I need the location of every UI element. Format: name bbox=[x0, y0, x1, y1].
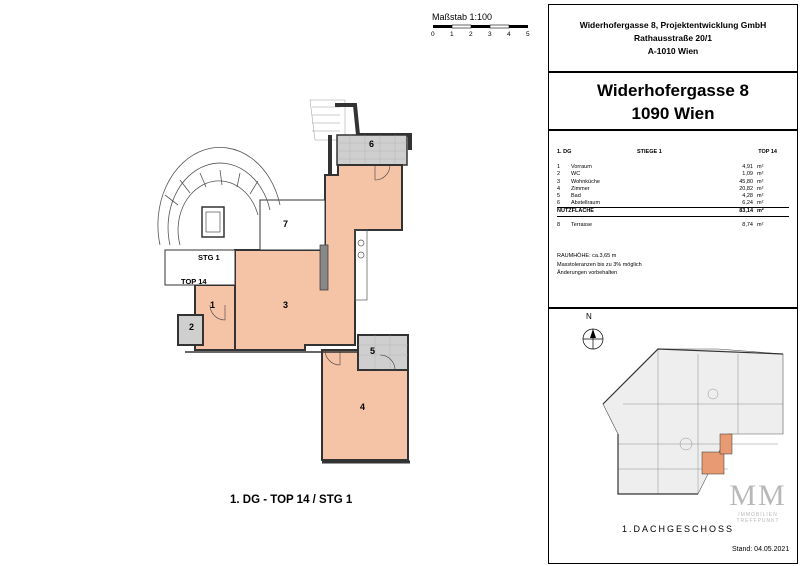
logo-text-2: TREFFPUNKT bbox=[736, 518, 780, 524]
stair-label: STIEGE 1 bbox=[637, 149, 662, 155]
room-no: 8 bbox=[557, 221, 561, 228]
room-no: 3 bbox=[557, 178, 561, 185]
room-unit: m² bbox=[757, 164, 764, 171]
room-name: Terrasse bbox=[571, 221, 593, 228]
north-label: N bbox=[586, 312, 592, 321]
room-label-4: 4 bbox=[360, 402, 366, 412]
room-no: 1 bbox=[557, 164, 561, 171]
site-floor-label: 1.DACHGESCHOSS bbox=[622, 524, 735, 534]
scale-tick: 5 bbox=[526, 31, 530, 38]
room-unit: m² bbox=[757, 200, 764, 207]
table-row-terrace bbox=[557, 222, 789, 229]
room-label-7: 7 bbox=[283, 219, 289, 229]
room-unit: m² bbox=[757, 192, 764, 199]
scale-ticks bbox=[431, 31, 541, 41]
table-header bbox=[557, 149, 789, 156]
logo-mark: MM bbox=[729, 479, 787, 512]
table-row bbox=[557, 179, 789, 186]
note-height: RAUMHÖHE: ca.3,65 m bbox=[557, 253, 617, 259]
room-unit: m² bbox=[757, 221, 764, 228]
scale-tick: 2 bbox=[469, 31, 473, 38]
scale-label: Maßstab 1:100 bbox=[432, 12, 493, 22]
scale-tick: 0 bbox=[431, 31, 435, 38]
room-label-3: 3 bbox=[283, 300, 289, 310]
room-no: 2 bbox=[557, 171, 561, 178]
total-unit: m² bbox=[757, 208, 764, 215]
notes bbox=[557, 252, 642, 278]
stg-label: STG 1 bbox=[198, 253, 220, 262]
table-row bbox=[557, 193, 789, 200]
room-label-2: 2 bbox=[189, 322, 195, 332]
stand-date: Stand: 04.05.2021 bbox=[732, 546, 790, 553]
room-area: 6,24 bbox=[742, 200, 753, 207]
room-no: 4 bbox=[557, 185, 561, 192]
logo-text: IMMOBILIEN bbox=[738, 512, 778, 518]
company-street: Rathausstraße 20/1 bbox=[634, 33, 712, 43]
note-tolerance: Masstoleranzen bis zu 3% möglich bbox=[557, 261, 642, 268]
company-name: Widerhofergasse 8, Projektentwicklung GmbH bbox=[579, 20, 767, 30]
room-name: WC bbox=[571, 171, 581, 178]
room-no: 6 bbox=[557, 200, 561, 207]
room-label-1: 1 bbox=[210, 300, 216, 310]
room-3 bbox=[235, 165, 402, 350]
room-area: 1,09 bbox=[742, 171, 753, 178]
total-area: 83,14 bbox=[739, 208, 753, 215]
room-name: Wohnküche bbox=[571, 178, 600, 185]
table-row bbox=[557, 200, 789, 207]
room-name: Vorraum bbox=[571, 164, 592, 171]
room-unit: m² bbox=[757, 185, 764, 192]
unit-label: TOP 14 bbox=[758, 149, 777, 155]
room-label-5: 5 bbox=[370, 346, 376, 356]
table-row bbox=[557, 171, 789, 178]
table-total-row bbox=[557, 207, 789, 216]
room-unit: m² bbox=[757, 178, 764, 185]
room-name: Abstellraum bbox=[571, 200, 601, 207]
logo bbox=[720, 480, 796, 524]
room-no: 5 bbox=[557, 192, 561, 199]
room-area: 4,91 bbox=[742, 164, 753, 171]
room-area: 8,74 bbox=[742, 221, 753, 228]
site-highlight bbox=[702, 452, 724, 474]
top-label: TOP 14 bbox=[181, 277, 207, 286]
floor-label: 1. DG bbox=[557, 149, 572, 155]
total-label: NUTZFLÄCHE bbox=[557, 208, 594, 215]
company-city: A-1010 Wien bbox=[647, 46, 699, 56]
table-row bbox=[557, 164, 789, 171]
room-name: Zimmer bbox=[571, 185, 590, 192]
scale-tick: 3 bbox=[488, 31, 492, 38]
room-area: 45,80 bbox=[739, 178, 753, 185]
area-table bbox=[557, 149, 789, 229]
note-changes: Änderungen vorbehalten bbox=[557, 270, 618, 276]
table-row bbox=[557, 186, 789, 193]
project-street: Widerhofergasse 8 bbox=[597, 81, 749, 100]
room-5 bbox=[358, 335, 408, 370]
room-name: Bad bbox=[571, 192, 581, 199]
room-area: 4,28 bbox=[742, 192, 753, 199]
room-unit: m² bbox=[757, 171, 764, 178]
project-city: 1090 Wien bbox=[631, 104, 715, 123]
room-label-6: 6 bbox=[369, 139, 375, 149]
plan-title: 1. DG - TOP 14 / STG 1 bbox=[230, 494, 353, 506]
room-area: 20,82 bbox=[739, 185, 753, 192]
scale-tick: 1 bbox=[450, 31, 454, 38]
scale-tick: 4 bbox=[507, 31, 511, 38]
